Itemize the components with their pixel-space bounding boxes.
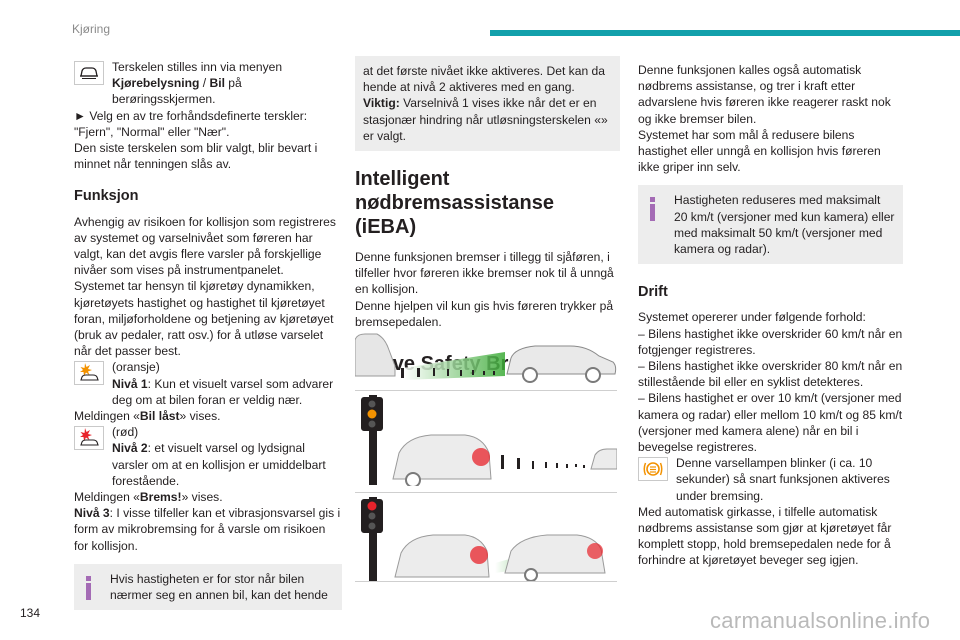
level-3-paragraph	[74, 505, 342, 554]
heading-drift: Drift	[638, 284, 668, 301]
brake-warning-lamp-icon	[638, 457, 668, 481]
message-bil-last: Bil låst	[139, 409, 180, 424]
info-note-continued-text: at det første nivået ikke aktiveres. Det kan da hende at nivå 2 aktiveres med en gang.	[363, 64, 605, 95]
level-3-label: Nivå 3	[74, 506, 110, 521]
level-3-text: : I visse tilfeller kan et vibrasjonsvarsel gis i form av mikrobremsing for å varsle om risikoen for kollisjon.	[74, 506, 341, 553]
msg-prefix: Meldingen «	[74, 490, 140, 505]
info-note	[74, 564, 342, 610]
heading-funksjon: Funksjon	[74, 188, 139, 205]
level-1-color: (oransje)	[112, 360, 160, 375]
level-1-text: : Kun et visuelt varsel som advarer deg om at bilen foran er veldig nær.	[112, 376, 334, 407]
setting-text: Terskelen stilles inn via menyen	[112, 60, 283, 74]
important-label: Viktig:	[363, 96, 400, 111]
speed-reduction-note	[638, 185, 903, 264]
aeba-paragraph-1: Denne funksjonen kalles også automatisk nødbrems assistanse, og trer i kraft etter advarslene hvis føreren ikke reagerer raskt nok og ikke bremser bilen.	[638, 63, 891, 126]
condition-item: – Bilens hastighet er over 10 km/t (versjoner med kamera og radar) eller mellom 10 km/t og 85 km/t (versjoner med kamera alene) når en bil i bevegelse registreres.	[638, 391, 903, 455]
msg-prefix: Meldingen «	[74, 409, 140, 424]
drift-intro: Systemet opererer under følgende forhold:	[638, 310, 866, 325]
info-icon	[650, 197, 655, 221]
level-1-message	[74, 408, 342, 424]
running-header: Kjøring	[72, 22, 111, 36]
column-left	[74, 59, 342, 610]
condition-item: – Bilens hastighet ikke overskrider 80 km/t når en stillestående bil eller en syklist detekteres.	[638, 359, 903, 390]
important-text: Varselnivå 1 vises ikke når det er en stasjonær hindring når utløsningsterskelen «» er valgt.	[363, 96, 608, 143]
info-icon	[86, 576, 91, 600]
level-2-label: Nivå 2	[112, 441, 148, 456]
column-right	[638, 62, 903, 569]
menu-separator: /	[199, 76, 210, 91]
header-accent-bar	[490, 30, 960, 36]
ieba-paragraph-1: Denne funksjonen bremser i tillegg til sjåføren, i tilfeller hvor føreren ikke bremser nok til å unngå en kollisjon.	[355, 250, 614, 297]
level-1-label: Nivå 1	[112, 376, 148, 391]
collision-alert-orange-icon	[74, 361, 104, 385]
warning-lamp-text: Denne varsellampen blinker (i ca. 10 sekunder) så snart funksjonen aktiveres under bremsing.	[676, 456, 890, 503]
level-1-row	[74, 359, 342, 408]
menu-name-car: Bil	[209, 76, 225, 91]
funksjon-paragraph-2: Systemet tar hensyn til kjøretøy dynamikken, kjøretøyets hastighet og hastighet til kjøretøyet foran, miljøforholdene og betjening av kjøretøyet (bruk av pedaler, ratt osv.) for å utløse varselet når det passer best.	[74, 279, 334, 359]
condition-item: – Bilens hastighet ikke overskrider 60 km/t når en fotgjenger registreres.	[638, 326, 903, 357]
setting-text-after: på berøringsskjermen.	[112, 76, 242, 107]
heading-ieba: Intelligent nødbremsassistanse (iEBA)	[355, 168, 554, 239]
funksjon-paragraph-1: Avhengig av risikoen for kollisjon som registreres av systemet og varselnivået som føreren har valgt, kan det avgis flere varsler på forskjellige nivåer som vises på instrumentpanelet.	[74, 214, 336, 278]
select-threshold-step: ► Velg en av tre forhåndsdefinerte terskler: "Fjern", "Normal" eller "Nær".	[74, 108, 308, 139]
automatic-gearbox-paragraph: Med automatisk girkasse, i tilfelle automatisk nødbrems assistanse som gjør at kjøretøyet får komplett stopp, hold bremsepedalen nede for å forhindre at kjøretøyet beveger seg igjen.	[638, 504, 892, 568]
page-number: 134	[20, 606, 41, 620]
info-note-continued	[355, 56, 620, 151]
collision-alert-red-icon	[74, 426, 104, 450]
msg-suffix: » vises.	[179, 409, 221, 424]
speed-reduction-note-text: Hastigheten reduseres med maksimalt 20 km/t (versjoner med kun kamera) eller med maksimalt 50 km/t (versjoner med kamera og radar).	[674, 193, 895, 257]
level-2-row	[74, 424, 342, 489]
car-distance-icon	[74, 61, 104, 85]
level-2-message	[74, 489, 342, 505]
watermark: carmanualsonline.info	[710, 608, 931, 633]
info-note-text: Hvis hastigheten er for stor når bilen nærmer seg en annen bil, kan det hende	[110, 571, 328, 603]
illustration-warning	[355, 390, 617, 486]
level-2-text: : et visuelt varsel og lydsignal varsler om at en kollisjon er umiddelbart forestående.	[112, 441, 326, 488]
menu-name-lighting: Kjørebelysning	[112, 76, 200, 91]
warning-lamp-row	[638, 455, 903, 504]
setting-paragraph	[74, 59, 342, 108]
ieba-paragraph-2: Denne hjelpen vil kun gis hvis føreren trykker på bremsepedalen.	[355, 298, 614, 329]
message-brems: Brems!	[139, 490, 182, 505]
msg-suffix: » vises.	[181, 490, 223, 505]
level-2-color: (rød)	[112, 425, 139, 440]
illustration-approach	[355, 328, 617, 384]
aeba-paragraph-2: Systemet har som mål å redusere bilens hastighet eller unngå en kollisjon hvis føreren ikke griper inn selv.	[638, 127, 881, 175]
threshold-memory-text: Den siste terskelen som blir valgt, blir bevart i minnet når tenningen slås av.	[74, 141, 318, 172]
illustration-braking	[355, 492, 617, 582]
